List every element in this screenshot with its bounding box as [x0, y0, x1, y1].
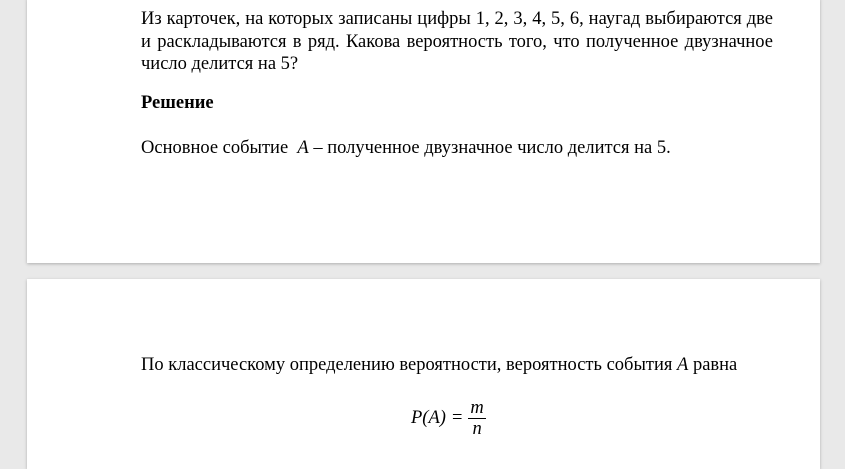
formula-lhs: P(A) [411, 407, 446, 428]
classical-definition-suffix: равна [692, 355, 738, 375]
event-definition-prefix: Основное событие [141, 138, 289, 158]
event-definition [141, 137, 773, 160]
formula-fraction [468, 398, 485, 439]
problem-text: Из карточек, на которых записаны цифры 1, 2, 3, 4, 5, 6, наугад выбираются две и раскладываются в ряд. Какова вероятность того, что полученное двузначное число делится на 5? [141, 9, 773, 74]
fraction-denominator: n [472, 418, 482, 439]
probability-formula [411, 396, 486, 440]
fraction-numerator: m [470, 397, 484, 418]
event-letter: A [297, 138, 309, 158]
solution-heading: Решение [141, 93, 214, 113]
classical-definition-text [141, 354, 773, 377]
document-page-2 [27, 279, 820, 469]
event-definition-suffix: – полученное двузначное число делится на 5. [313, 138, 671, 158]
document-page-1 [27, 0, 820, 263]
event-letter: A [677, 355, 689, 375]
classical-definition-prefix: По классическому определению вероятности, вероятность события [141, 355, 673, 375]
formula-equals: = [451, 407, 463, 428]
